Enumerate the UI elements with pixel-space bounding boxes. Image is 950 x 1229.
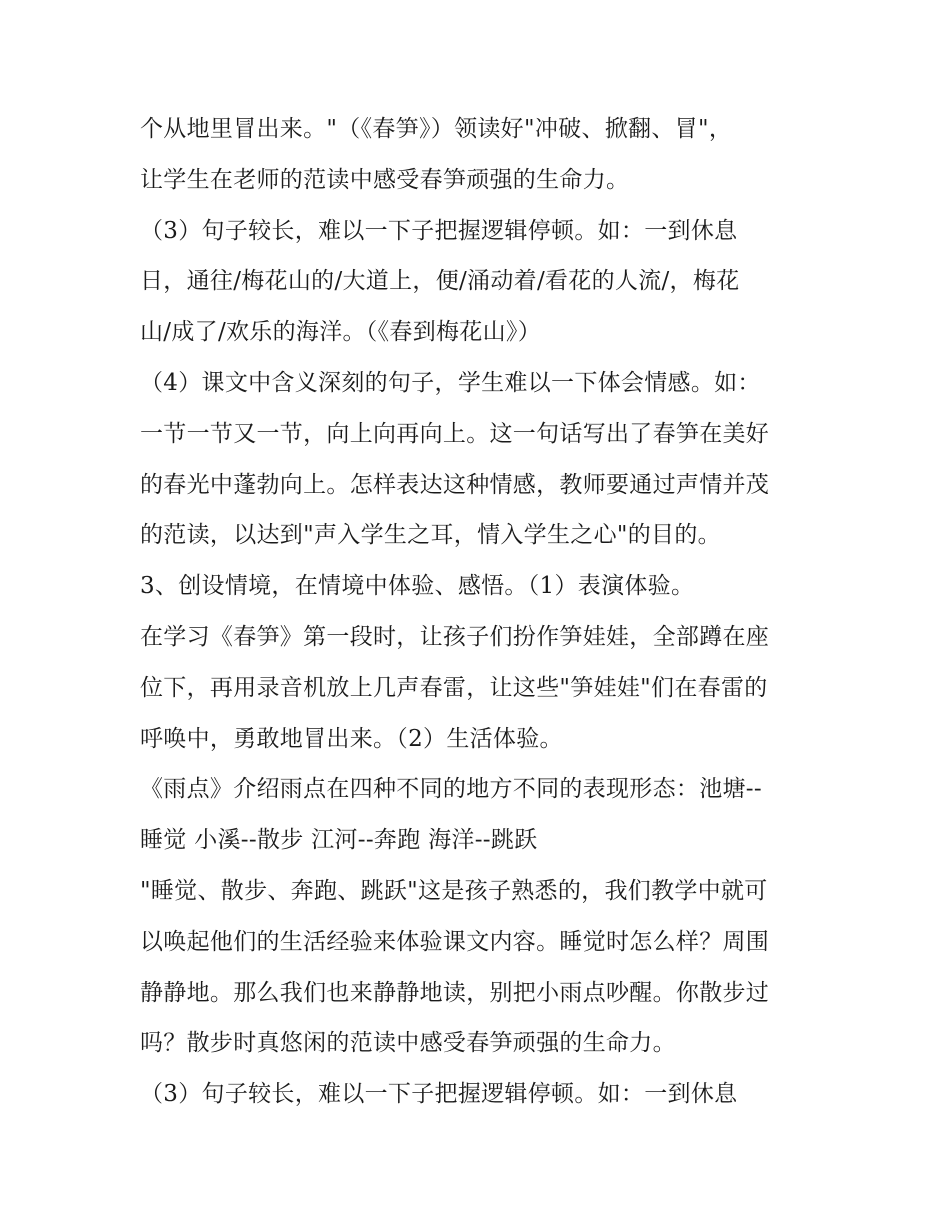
document-body <box>140 104 820 1120</box>
text-line: 位下，再用录音机放上几声春雷，让这些"笋娃娃"们在春雷的 <box>140 674 768 701</box>
text-line: 个从地里冒出来。"（《春笋》）领读好"冲破、掀翻、冒"， <box>140 116 733 142</box>
text-line: 在学习《春笋》第一段时，让孩子们扮作笋娃娃，全部蹲在座 <box>140 623 770 650</box>
text-line: "睡觉、散步、奔跑、跳跃"这是孩子熟悉的，我们教学中就可 <box>140 877 768 904</box>
text-line: 山/成了/欢乐的海洋。（《春到梅花山》） <box>140 319 541 346</box>
text-line: 睡觉 小溪--散步 江河--奔跑 海洋--跳跃 <box>140 827 538 854</box>
text-line: 的范读，以达到"声入学生之耳，情入学生之心"的目的。 <box>140 522 721 549</box>
text-line: 吗？散步时真悠闲的范读中感受春笋顽强的生命力。 <box>140 1030 676 1057</box>
text-line: 日，通往/梅花山的/大道上，便/涌动着/看花的人流/，梅花 <box>140 268 740 295</box>
text-line: （3）句子较长，难以一下子把握逻辑停顿。如：一到休息 <box>140 217 738 244</box>
text-line: 静静地。那么我们也来静静地读，别把小雨点吵醒。你散步过 <box>140 979 770 1006</box>
text-line: 《雨点》介绍雨点在四种不同的地方不同的表现形态：池塘-- <box>140 776 762 803</box>
text-line: 3、创设情境，在情境中体验、感悟。（1）表演体验。 <box>140 573 695 600</box>
text-line: （4）课文中含义深刻的句子，学生难以一下体会情感。如： <box>140 369 761 396</box>
text-line: 的春光中蓬勃向上。怎样表达这种情感，教师要通过声情并茂 <box>140 471 770 498</box>
text-line: 一节一节又一节，向上向再向上。这一句话写出了春笋在美好 <box>140 420 770 447</box>
text-line: （3）句子较长，难以一下子把握逻辑停顿。如：一到休息 <box>140 1081 738 1108</box>
text-line: 让学生在老师的范读中感受春笋顽强的生命力。 <box>140 166 630 193</box>
text-line: 以唤起他们的生活经验来体验课文内容。睡觉时怎么样？周围 <box>140 928 770 955</box>
text-line: 呼唤中，勇敢地冒出来。（2）生活体验。 <box>140 725 563 752</box>
